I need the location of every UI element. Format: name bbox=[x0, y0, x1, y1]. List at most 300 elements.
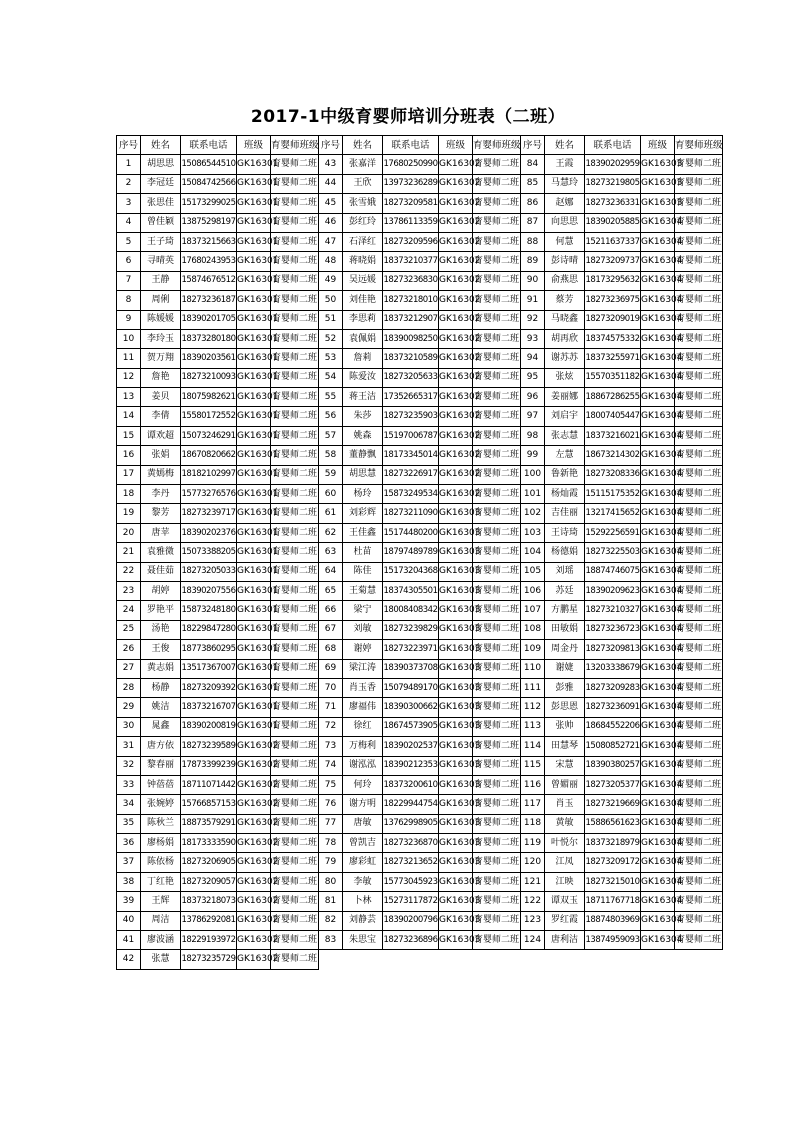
name-cell: 彭红玲 bbox=[343, 213, 383, 232]
phone-cell: 18273208336 bbox=[585, 465, 641, 484]
seq-cell: 82 bbox=[319, 911, 343, 930]
seq-cell: 42 bbox=[117, 950, 141, 969]
phone-cell: 18075982621 bbox=[181, 388, 237, 407]
table-row bbox=[117, 291, 723, 310]
class-cell: GK16304 bbox=[641, 717, 675, 736]
group-cell: 育婴师二班 bbox=[473, 756, 521, 775]
phone-cell: 18273205033 bbox=[181, 562, 237, 581]
phone-cell: 18373210589 bbox=[383, 349, 439, 368]
phone-cell: 18273235729 bbox=[181, 950, 237, 969]
class-cell: GK16304 bbox=[641, 426, 675, 445]
name-cell: 李冠廷 bbox=[141, 174, 181, 193]
phone-cell: 18373210377 bbox=[383, 252, 439, 271]
table-row bbox=[117, 465, 723, 484]
group-cell: 育婴师二班 bbox=[473, 291, 521, 310]
seq-cell: 23 bbox=[117, 581, 141, 600]
group-cell: 育婴师二班 bbox=[271, 271, 319, 290]
class-cell: GK16303 bbox=[439, 931, 473, 950]
phone-cell: 15173299025 bbox=[181, 194, 237, 213]
name-cell: 宋慧 bbox=[545, 756, 585, 775]
phone-cell: 18273236870 bbox=[383, 834, 439, 853]
phone-cell: 18173333590 bbox=[181, 834, 237, 853]
class-cell: GK16304 bbox=[641, 252, 675, 271]
seq-cell: 49 bbox=[319, 271, 343, 290]
class-cell: GK16301 bbox=[237, 194, 271, 213]
phone-cell: 15292256591 bbox=[585, 523, 641, 542]
phone-cell: 18273239717 bbox=[181, 504, 237, 523]
table-row bbox=[117, 950, 723, 969]
table-row bbox=[117, 485, 723, 504]
class-cell: GK16301 bbox=[237, 349, 271, 368]
class-cell: GK16302 bbox=[439, 426, 473, 445]
class-cell: GK16302 bbox=[439, 271, 473, 290]
group-cell: 育婴师二班 bbox=[675, 155, 723, 174]
phone-cell: 18684552206 bbox=[585, 717, 641, 736]
phone-cell: 18373218979 bbox=[585, 834, 641, 853]
class-cell: GK16301 bbox=[237, 426, 271, 445]
class-cell: GK16301 bbox=[237, 155, 271, 174]
name-cell: 王诗琦 bbox=[545, 523, 585, 542]
phone-cell: 18273223971 bbox=[383, 640, 439, 659]
seq-cell: 63 bbox=[319, 543, 343, 562]
class-cell: GK16304 bbox=[641, 795, 675, 814]
phone-cell: 18273236975 bbox=[585, 291, 641, 310]
seq-cell: 32 bbox=[117, 756, 141, 775]
phone-cell bbox=[585, 950, 641, 969]
column-header: 序号 bbox=[521, 136, 545, 155]
group-cell: 育婴师二班 bbox=[271, 426, 319, 445]
phone-cell: 18773860295 bbox=[181, 640, 237, 659]
table-row bbox=[117, 562, 723, 581]
table-row bbox=[117, 678, 723, 697]
seq-cell: 8 bbox=[117, 291, 141, 310]
group-cell: 育婴师二班 bbox=[271, 155, 319, 174]
phone-cell: 17680250990 bbox=[383, 155, 439, 174]
seq-cell: 30 bbox=[117, 717, 141, 736]
class-cell: GK16304 bbox=[641, 562, 675, 581]
phone-cell: 18273209392 bbox=[181, 678, 237, 697]
class-cell: GK16301 bbox=[237, 523, 271, 542]
group-cell: 育婴师二班 bbox=[271, 601, 319, 620]
seq-cell: 28 bbox=[117, 678, 141, 697]
seq-cell: 67 bbox=[319, 620, 343, 639]
class-cell: GK16304 bbox=[641, 581, 675, 600]
phone-cell: 18373216021 bbox=[585, 426, 641, 445]
name-cell: 田慧琴 bbox=[545, 737, 585, 756]
name-cell: 王霞 bbox=[545, 155, 585, 174]
group-cell: 育婴师二班 bbox=[473, 737, 521, 756]
class-cell: GK16304 bbox=[641, 756, 675, 775]
class-cell: GK16301 bbox=[237, 271, 271, 290]
phone-cell: 18273219805 bbox=[585, 174, 641, 193]
name-cell: 王子琦 bbox=[141, 232, 181, 251]
class-cell: GK16302 bbox=[439, 310, 473, 329]
group-cell: 育婴师二班 bbox=[271, 795, 319, 814]
name-cell: 刘静芸 bbox=[343, 911, 383, 930]
name-cell: 王佳鑫 bbox=[343, 523, 383, 542]
group-cell: 育婴师二班 bbox=[675, 756, 723, 775]
table-row bbox=[117, 543, 723, 562]
name-cell: 廖杨娟 bbox=[141, 834, 181, 853]
phone-cell: 18670820662 bbox=[181, 446, 237, 465]
group-cell: 育婴师二班 bbox=[675, 504, 723, 523]
group-cell: 育婴师二班 bbox=[271, 717, 319, 736]
phone-cell: 15080852721 bbox=[585, 737, 641, 756]
phone-cell: 18273209019 bbox=[585, 310, 641, 329]
seq-cell: 7 bbox=[117, 271, 141, 290]
group-cell: 育婴师二班 bbox=[473, 426, 521, 445]
group-cell: 育婴师二班 bbox=[675, 931, 723, 950]
class-cell: GK16302 bbox=[237, 931, 271, 950]
seq-cell: 52 bbox=[319, 329, 343, 348]
seq-cell: 70 bbox=[319, 678, 343, 697]
class-cell: GK16302 bbox=[237, 775, 271, 794]
name-cell: 叶悦尔 bbox=[545, 834, 585, 853]
group-cell: 育婴师二班 bbox=[473, 368, 521, 387]
name-cell: 张志慧 bbox=[545, 426, 585, 445]
name-cell: 杨玲 bbox=[343, 485, 383, 504]
table-row bbox=[117, 252, 723, 271]
phone-cell: 18273236331 bbox=[585, 194, 641, 213]
table-row bbox=[117, 853, 723, 872]
group-cell: 育婴师二班 bbox=[473, 911, 521, 930]
group-cell: 育婴师二班 bbox=[473, 814, 521, 833]
phone-cell: 18273205377 bbox=[585, 775, 641, 794]
class-cell: GK16303 bbox=[439, 601, 473, 620]
seq-cell: 87 bbox=[521, 213, 545, 232]
seq-cell: 57 bbox=[319, 426, 343, 445]
name-cell: 王辉 bbox=[141, 892, 181, 911]
name-cell: 陈佳 bbox=[343, 562, 383, 581]
table-row bbox=[117, 349, 723, 368]
phone-cell: 18390200796 bbox=[383, 911, 439, 930]
phone-cell bbox=[383, 950, 439, 969]
group-cell: 育婴师二班 bbox=[473, 194, 521, 213]
phone-cell: 18008408342 bbox=[383, 601, 439, 620]
phone-cell: 18173345014 bbox=[383, 446, 439, 465]
name-cell: 詹莉 bbox=[343, 349, 383, 368]
seq-cell: 112 bbox=[521, 698, 545, 717]
seq-cell: 114 bbox=[521, 737, 545, 756]
class-cell: GK16304 bbox=[641, 291, 675, 310]
seq-cell: 83 bbox=[319, 931, 343, 950]
phone-cell: 18182102997 bbox=[181, 465, 237, 484]
group-cell: 育婴师二班 bbox=[271, 213, 319, 232]
group-cell: 育婴师二班 bbox=[675, 426, 723, 445]
phone-cell: 15174480200 bbox=[383, 523, 439, 542]
class-cell: GK16304 bbox=[641, 523, 675, 542]
phone-cell: 18273205633 bbox=[383, 368, 439, 387]
group-cell: 育婴师二班 bbox=[675, 872, 723, 891]
group-cell: 育婴师二班 bbox=[473, 329, 521, 348]
name-cell: 朱思宝 bbox=[343, 931, 383, 950]
class-cell: GK16303 bbox=[439, 814, 473, 833]
seq-cell: 27 bbox=[117, 659, 141, 678]
phone-cell: 13217415652 bbox=[585, 504, 641, 523]
phone-cell: 13875298197 bbox=[181, 213, 237, 232]
class-cell: GK16301 bbox=[237, 388, 271, 407]
name-cell: 袁佩娟 bbox=[343, 329, 383, 348]
phone-cell: 17873399239 bbox=[181, 756, 237, 775]
phone-cell: 18273236187 bbox=[181, 291, 237, 310]
table-row bbox=[117, 504, 723, 523]
phone-cell: 15197006787 bbox=[383, 426, 439, 445]
column-header: 班级 bbox=[237, 136, 271, 155]
seq-cell: 64 bbox=[319, 562, 343, 581]
group-cell: 育婴师二班 bbox=[675, 349, 723, 368]
name-cell: 向思思 bbox=[545, 213, 585, 232]
phone-cell: 18390202537 bbox=[383, 737, 439, 756]
group-cell: 育婴师二班 bbox=[271, 756, 319, 775]
phone-cell: 18273236723 bbox=[585, 620, 641, 639]
name-cell: 张婉婷 bbox=[141, 795, 181, 814]
group-cell: 育婴师二班 bbox=[473, 485, 521, 504]
group-cell: 育婴师二班 bbox=[271, 659, 319, 678]
seq-cell: 113 bbox=[521, 717, 545, 736]
table-row bbox=[117, 601, 723, 620]
class-cell: GK16304 bbox=[641, 775, 675, 794]
group-cell: 育婴师二班 bbox=[675, 698, 723, 717]
name-cell: 谢婕 bbox=[545, 659, 585, 678]
name-cell: 张娟 bbox=[141, 446, 181, 465]
phone-cell: 18273236896 bbox=[383, 931, 439, 950]
phone-cell: 13973236289 bbox=[383, 174, 439, 193]
class-cell: GK16302 bbox=[237, 911, 271, 930]
group-cell: 育婴师二班 bbox=[271, 892, 319, 911]
name-cell: 江映 bbox=[545, 872, 585, 891]
group-cell: 育婴师二班 bbox=[271, 737, 319, 756]
name-cell: 詹艳 bbox=[141, 368, 181, 387]
phone-cell: 15886561623 bbox=[585, 814, 641, 833]
group-cell: 育婴师二班 bbox=[473, 388, 521, 407]
name-cell: 胡思思 bbox=[141, 155, 181, 174]
group-cell: 育婴师二班 bbox=[675, 775, 723, 794]
seq-cell: 120 bbox=[521, 853, 545, 872]
class-cell: GK16302 bbox=[237, 737, 271, 756]
name-cell: 唐敏 bbox=[343, 814, 383, 833]
table-row bbox=[117, 388, 723, 407]
seq-cell: 74 bbox=[319, 756, 343, 775]
table-row bbox=[117, 698, 723, 717]
name-cell: 罗艳平 bbox=[141, 601, 181, 620]
name-cell: 马晓鑫 bbox=[545, 310, 585, 329]
class-cell: GK16302 bbox=[237, 756, 271, 775]
phone-cell: 18390201705 bbox=[181, 310, 237, 329]
seq-cell: 54 bbox=[319, 368, 343, 387]
class-cell: GK16303 bbox=[439, 562, 473, 581]
group-cell: 育婴师二班 bbox=[271, 368, 319, 387]
seq-cell: 43 bbox=[319, 155, 343, 174]
group-cell: 育婴师二班 bbox=[675, 523, 723, 542]
phone-cell: 18390207556 bbox=[181, 581, 237, 600]
class-cell: GK16303 bbox=[641, 174, 675, 193]
phone-cell: 15873248180 bbox=[181, 601, 237, 620]
phone-cell: 15273117872 bbox=[383, 892, 439, 911]
name-cell: 胡婷 bbox=[141, 581, 181, 600]
phone-cell: 15570351182 bbox=[585, 368, 641, 387]
name-cell: 彭雅 bbox=[545, 678, 585, 697]
table-row bbox=[117, 640, 723, 659]
phone-cell: 15084742566 bbox=[181, 174, 237, 193]
group-cell: 育婴师二班 bbox=[271, 872, 319, 891]
class-cell: GK16304 bbox=[641, 931, 675, 950]
class-cell: GK16302 bbox=[237, 872, 271, 891]
group-cell: 育婴师二班 bbox=[473, 174, 521, 193]
seq-cell: 19 bbox=[117, 504, 141, 523]
group-cell: 育婴师二班 bbox=[675, 581, 723, 600]
group-cell: 育婴师二班 bbox=[271, 853, 319, 872]
name-cell: 何玲 bbox=[343, 775, 383, 794]
seq-cell: 93 bbox=[521, 329, 545, 348]
column-header: 序号 bbox=[117, 136, 141, 155]
class-cell: GK16301 bbox=[237, 659, 271, 678]
group-cell: 育婴师二班 bbox=[271, 232, 319, 251]
group-cell: 育婴师二班 bbox=[271, 310, 319, 329]
name-cell: 肖玉 bbox=[545, 795, 585, 814]
name-cell: 袁雅微 bbox=[141, 543, 181, 562]
group-cell: 育婴师二班 bbox=[675, 388, 723, 407]
class-roster-sheet bbox=[116, 100, 723, 970]
group-cell: 育婴师二班 bbox=[675, 717, 723, 736]
group-cell: 育婴师二班 bbox=[675, 485, 723, 504]
class-cell: GK16301 bbox=[237, 717, 271, 736]
class-cell: GK16303 bbox=[439, 892, 473, 911]
seq-cell: 111 bbox=[521, 678, 545, 697]
seq-cell: 58 bbox=[319, 446, 343, 465]
group-cell: 育婴师二班 bbox=[675, 310, 723, 329]
name-cell: 马慧玲 bbox=[545, 174, 585, 193]
name-cell: 唐苹 bbox=[141, 523, 181, 542]
class-cell: GK16304 bbox=[641, 504, 675, 523]
class-cell: GK16301 bbox=[237, 174, 271, 193]
seq-cell: 56 bbox=[319, 407, 343, 426]
group-cell bbox=[675, 950, 723, 969]
column-header: 育婴师班级 bbox=[271, 136, 319, 155]
seq-cell: 86 bbox=[521, 194, 545, 213]
seq-cell: 90 bbox=[521, 271, 545, 290]
phone-cell: 18273226917 bbox=[383, 465, 439, 484]
phone-cell: 18273209283 bbox=[585, 678, 641, 697]
class-cell: GK16303 bbox=[641, 194, 675, 213]
class-cell: GK16302 bbox=[439, 291, 473, 310]
phone-cell: 18711767718 bbox=[585, 892, 641, 911]
group-cell: 育婴师二班 bbox=[675, 834, 723, 853]
table-row bbox=[117, 795, 723, 814]
seq-cell: 91 bbox=[521, 291, 545, 310]
phone-cell: 18273225503 bbox=[585, 543, 641, 562]
phone-cell: 15773045923 bbox=[383, 872, 439, 891]
seq-cell: 29 bbox=[117, 698, 141, 717]
name-cell: 谭欢超 bbox=[141, 426, 181, 445]
name-cell: 蒋王洁 bbox=[343, 388, 383, 407]
name-cell: 朱莎 bbox=[343, 407, 383, 426]
name-cell: 陈秋兰 bbox=[141, 814, 181, 833]
seq-cell: 16 bbox=[117, 446, 141, 465]
seq-cell: 39 bbox=[117, 892, 141, 911]
seq-cell: 84 bbox=[521, 155, 545, 174]
group-cell: 育婴师二班 bbox=[271, 329, 319, 348]
seq-cell: 92 bbox=[521, 310, 545, 329]
group-cell: 育婴师二班 bbox=[473, 601, 521, 620]
group-cell: 育婴师二班 bbox=[473, 795, 521, 814]
column-header: 序号 bbox=[319, 136, 343, 155]
group-cell: 育婴师二班 bbox=[675, 291, 723, 310]
group-cell: 育婴师二班 bbox=[271, 465, 319, 484]
header-row bbox=[117, 136, 723, 155]
name-cell: 刘瑶 bbox=[545, 562, 585, 581]
name-cell: 姜贝 bbox=[141, 388, 181, 407]
group-cell: 育婴师二班 bbox=[473, 465, 521, 484]
phone-cell: 18390380257 bbox=[585, 756, 641, 775]
seq-cell: 89 bbox=[521, 252, 545, 271]
class-cell: GK16301 bbox=[237, 485, 271, 504]
name-cell: 肖玉香 bbox=[343, 678, 383, 697]
name-cell: 姜丽娜 bbox=[545, 388, 585, 407]
seq-cell: 121 bbox=[521, 872, 545, 891]
sheet-title: 2017-1中级育婴师培训分班表（二班） bbox=[250, 107, 566, 127]
phone-cell: 18273210093 bbox=[181, 368, 237, 387]
seq-cell: 40 bbox=[117, 911, 141, 930]
name-cell: 罗红霞 bbox=[545, 911, 585, 930]
table-row bbox=[117, 581, 723, 600]
class-cell: GK16301 bbox=[237, 581, 271, 600]
name-cell: 黄嫣梅 bbox=[141, 465, 181, 484]
table-row bbox=[117, 155, 723, 174]
class-cell: GK16304 bbox=[641, 271, 675, 290]
seq-cell: 5 bbox=[117, 232, 141, 251]
seq-cell: 103 bbox=[521, 523, 545, 542]
name-cell: 胡思慧 bbox=[343, 465, 383, 484]
group-cell: 育婴师二班 bbox=[473, 271, 521, 290]
seq-cell: 18 bbox=[117, 485, 141, 504]
name-cell: 杨静 bbox=[141, 678, 181, 697]
phone-cell: 18390202376 bbox=[181, 523, 237, 542]
table-row bbox=[117, 892, 723, 911]
group-cell: 育婴师二班 bbox=[473, 252, 521, 271]
table-row bbox=[117, 775, 723, 794]
class-cell: GK16303 bbox=[439, 678, 473, 697]
group-cell: 育婴师二班 bbox=[473, 213, 521, 232]
class-cell: GK16301 bbox=[237, 213, 271, 232]
phone-cell: 18007405447 bbox=[585, 407, 641, 426]
name-cell: 彭思恩 bbox=[545, 698, 585, 717]
group-cell: 育婴师二班 bbox=[271, 698, 319, 717]
table-row bbox=[117, 814, 723, 833]
column-header: 育婴师班级 bbox=[675, 136, 723, 155]
phone-cell: 13203338679 bbox=[585, 659, 641, 678]
name-cell: 鲁新艳 bbox=[545, 465, 585, 484]
seq-cell bbox=[521, 950, 545, 969]
phone-cell: 13786113359 bbox=[383, 213, 439, 232]
phone-cell: 18373216707 bbox=[181, 698, 237, 717]
seq-cell: 77 bbox=[319, 814, 343, 833]
name-cell: 黄志娟 bbox=[141, 659, 181, 678]
name-cell: 陈媛媛 bbox=[141, 310, 181, 329]
name-cell: 晁鑫 bbox=[141, 717, 181, 736]
name-cell: 汤艳 bbox=[141, 620, 181, 639]
class-cell: GK16302 bbox=[439, 232, 473, 251]
phone-cell: 18273239589 bbox=[181, 737, 237, 756]
phone-cell: 18373215663 bbox=[181, 232, 237, 251]
seq-cell: 106 bbox=[521, 581, 545, 600]
name-cell: 刘佳艳 bbox=[343, 291, 383, 310]
name-cell: 王欣 bbox=[343, 174, 383, 193]
phone-cell: 18273219669 bbox=[585, 795, 641, 814]
group-cell: 育婴师二班 bbox=[271, 504, 319, 523]
seq-cell: 38 bbox=[117, 872, 141, 891]
seq-cell: 10 bbox=[117, 329, 141, 348]
class-cell: GK16303 bbox=[439, 717, 473, 736]
